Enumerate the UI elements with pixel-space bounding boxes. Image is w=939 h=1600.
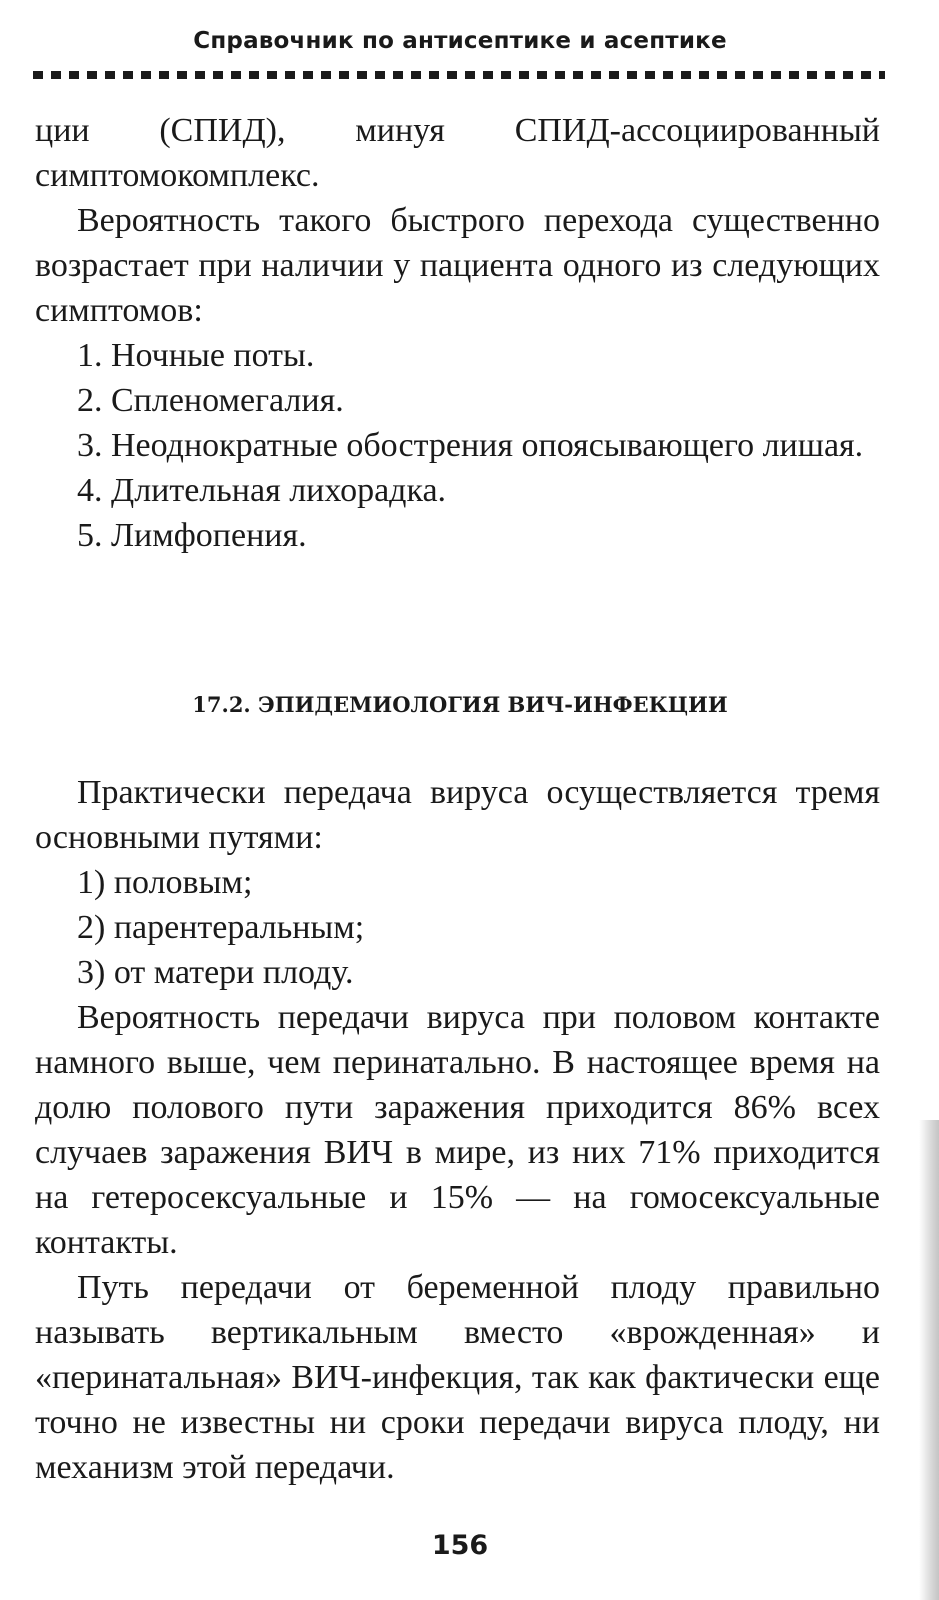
section-1-body xyxy=(35,108,880,558)
list-item: 5. Лимфопения. xyxy=(77,517,307,554)
section-2-body xyxy=(35,770,880,1490)
paragraph-transmission-intro: Практически передача вируса осуществляется тремя основными путями: xyxy=(35,774,880,856)
page-edge-shadow xyxy=(919,1120,939,1600)
paragraph-sexual-transmission: Вероятность передачи вируса при половом контакте намного выше, чем перинатально. В настоящее время на долю полового пути заражения приходится 86% всех случаев заражения ВИЧ в мире, из них 71% приходится на гетеросексуальные и 15% — на гомосексуальные контакты. xyxy=(35,999,880,1261)
paragraph-vertical-transmission: Путь передачи от беременной плоду правильно называть вертикальным вместо «врожденная» и «перинатальная» ВИЧ-инфекция, так как фактически еще точно не известны ни сроки передачи вируса плоду, ни механизм этой передачи. xyxy=(35,1269,880,1486)
list-item: 2. Спленомегалия. xyxy=(77,382,344,419)
paragraph-continued: ции (СПИД), минуя СПИД-ассоциированный симптомокомплекс. xyxy=(35,112,880,194)
list-item: 4. Длительная лихорадка. xyxy=(77,472,447,509)
list-item: 2) парентеральным; xyxy=(77,909,365,946)
list-item: 1) половым; xyxy=(77,864,253,901)
list-item: 3. Неоднократные обострения опоясывающего лишая. xyxy=(77,427,864,464)
list-item: 1. Ночные поты. xyxy=(77,337,315,374)
header-dotted-rule xyxy=(33,71,885,79)
paragraph-symptoms-intro: Вероятность такого быстрого перехода существенно возрастает при наличии у пациента одного из следующих симптомов: xyxy=(35,202,880,329)
running-header: Справочник по антисептике и асептике xyxy=(193,28,727,54)
section-heading: 17.2. ЭПИДЕМИОЛОГИЯ ВИЧ-ИНФЕКЦИИ xyxy=(192,692,728,717)
list-item: 3) от матери плоду. xyxy=(77,954,354,991)
page-number: 156 xyxy=(431,1530,489,1561)
